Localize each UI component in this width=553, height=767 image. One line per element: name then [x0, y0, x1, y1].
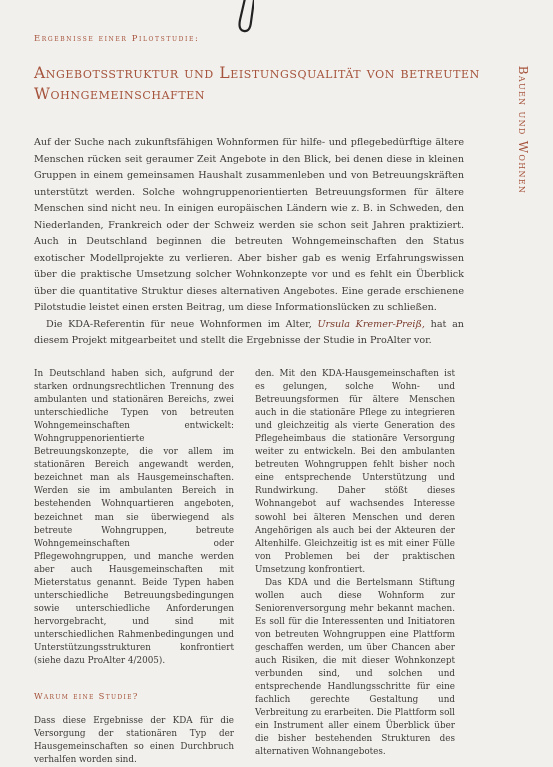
paperclip-icon [232, 0, 254, 38]
author-name: Ursula Kremer-Preiß, [317, 318, 425, 330]
body-paragraph: In Deutschland haben sich, aufgrund der starken ordnungsrechtlichen Trennung des ambulanten und stationären Bereichs, zwei unterschiedliche Typen von betreuten Wohngemeinschaften entwickelt: Wohngruppenorientierte Betreuungskonzepte, die vor allem im stationären Bereich angewandt werden, bezeichnet man als Hausgemeinschaften. Werden sie im ambulanten Bereich in bestehenden Wohnquartieren angeboten, bezeichnet man sie überwiegend als betreute Wohngruppen, betreute Wohngemeinschaften oder Pflegewohngruppen, und manche werden aber auch Hausgemeinschaften mit Mieterstatus genannt. Beide Typen haben unterschiedliche Betreuungsbedingungen sowie unterschiedliche Anforderungen hervorgebracht, und sind mit unterschiedlichen Rahmenbedingungen und Unterstützungsstrukturen konfrontiert (siehe dazu ProAlter 4/2005). [34, 369, 234, 667]
side-section-text: Bauen und Wohnen [516, 65, 530, 195]
intro-author-tail: hat an diesem Projekt mitgearbeitet und stellt die Ergebnisse der Studie in ProAlter vor. [34, 318, 464, 346]
body-paragraph: Dass diese Ergebnisse der KDA für die Versorgung der stationären Typ der Hausgemeinschaften so einen Durchbruch verhalfen worden sind. [34, 716, 234, 766]
body-column-right [255, 368, 455, 759]
body-paragraph: den. Mit den KDA-Hausgemeinschaften ist es gelungen, solche Wohn- und Betreuungsformen für ältere Menschen auch in die stationäre Pflege zu integrieren und gleichzeitig als vierte Generation des Pflegeheimbaus die stationäre Versorgung weiter zu entwickeln. Bei den ambulanten betreuten Wohngruppen fehlt bisher noch eine entsprechende Unterstützung und Rundwirkung. Daher stößt dieses Wohnangebot auf wachsendes Interesse sowohl bei älteren Menschen und deren Angehörigen als auch bei der Akteuren der Altenhilfe. Gleichzeitig ist es mit einer Fülle von Problemen bei der praktischen Umsetzung konfrontiert. [255, 369, 455, 575]
intro-author-lead: Die KDA-Referentin für neue Wohnformen im Alter, [46, 318, 312, 330]
body-column-left [34, 368, 234, 767]
section-subhead: Warum eine Studie? [34, 691, 139, 702]
intro-author-paragraph [34, 317, 464, 350]
section-kicker: Ergebnisse einer Pilotstudie: [34, 33, 200, 43]
body-paragraph: Das KDA und die Bertelsmann Stiftung wollen auch diese Wohnform zur Seniorenversorgung mehr bekannt machen. Es soll für die Interessenten und Initiatoren von betreuten Wohngruppen eine Plattform geschaffen werden, um über Chancen aber auch Risiken, die mit dieser Wohnkonzept verbunden sind, und solchen und entsprechende Handlungsschritte für eine fachlich gerechte Gestaltung und Verbreitung zu erarbeiten. Die Plattform soll ein Instrument aller einem Überblick über die bisher bestehenden Strukturen des alternativen Wohnangebotes. [255, 577, 455, 758]
intro-block [34, 135, 464, 350]
article-title: Angebotsstruktur und Leistungsqualität von betreuten Wohngemeinschaften [34, 64, 480, 103]
intro-paragraph: Auf der Suche nach zukunftsfähigen Wohnformen für hilfe- und pflegebedürftige ältere Menschen rücken seit geraumer Zeit Angebote in den Blick, bei denen diese in kleinen Gruppen in einem gemeinsamen Haushalt zusammenleben und von Betreuungskräften unterstützt werden. Solche wohngruppenorientierten Betreuungsformen für ältere Menschen sind nicht neu. In einigen europäischen Ländern wie z. B. in Schweden, den Niederlanden, Frankreich oder der Schweiz werden sie schon seit Jahren praktiziert. Auch in Deutschland beginnen die betreuten Wohngemeinschaften den Status exotischer Modellprojekte zu verlieren. Aber bisher gab es wenig Erfahrungswissen über die praktische Umsetzung solcher Wohnkonzepte vor und es fehlt ein Überblick über die quantitative Struktur dieses alternativen Angebotes. Eine gerade erschienene Pilotstudie leistet einen ersten Beitrag, um diese Informationslücken zu schließen. [34, 137, 464, 313]
side-section-label [503, 40, 543, 220]
